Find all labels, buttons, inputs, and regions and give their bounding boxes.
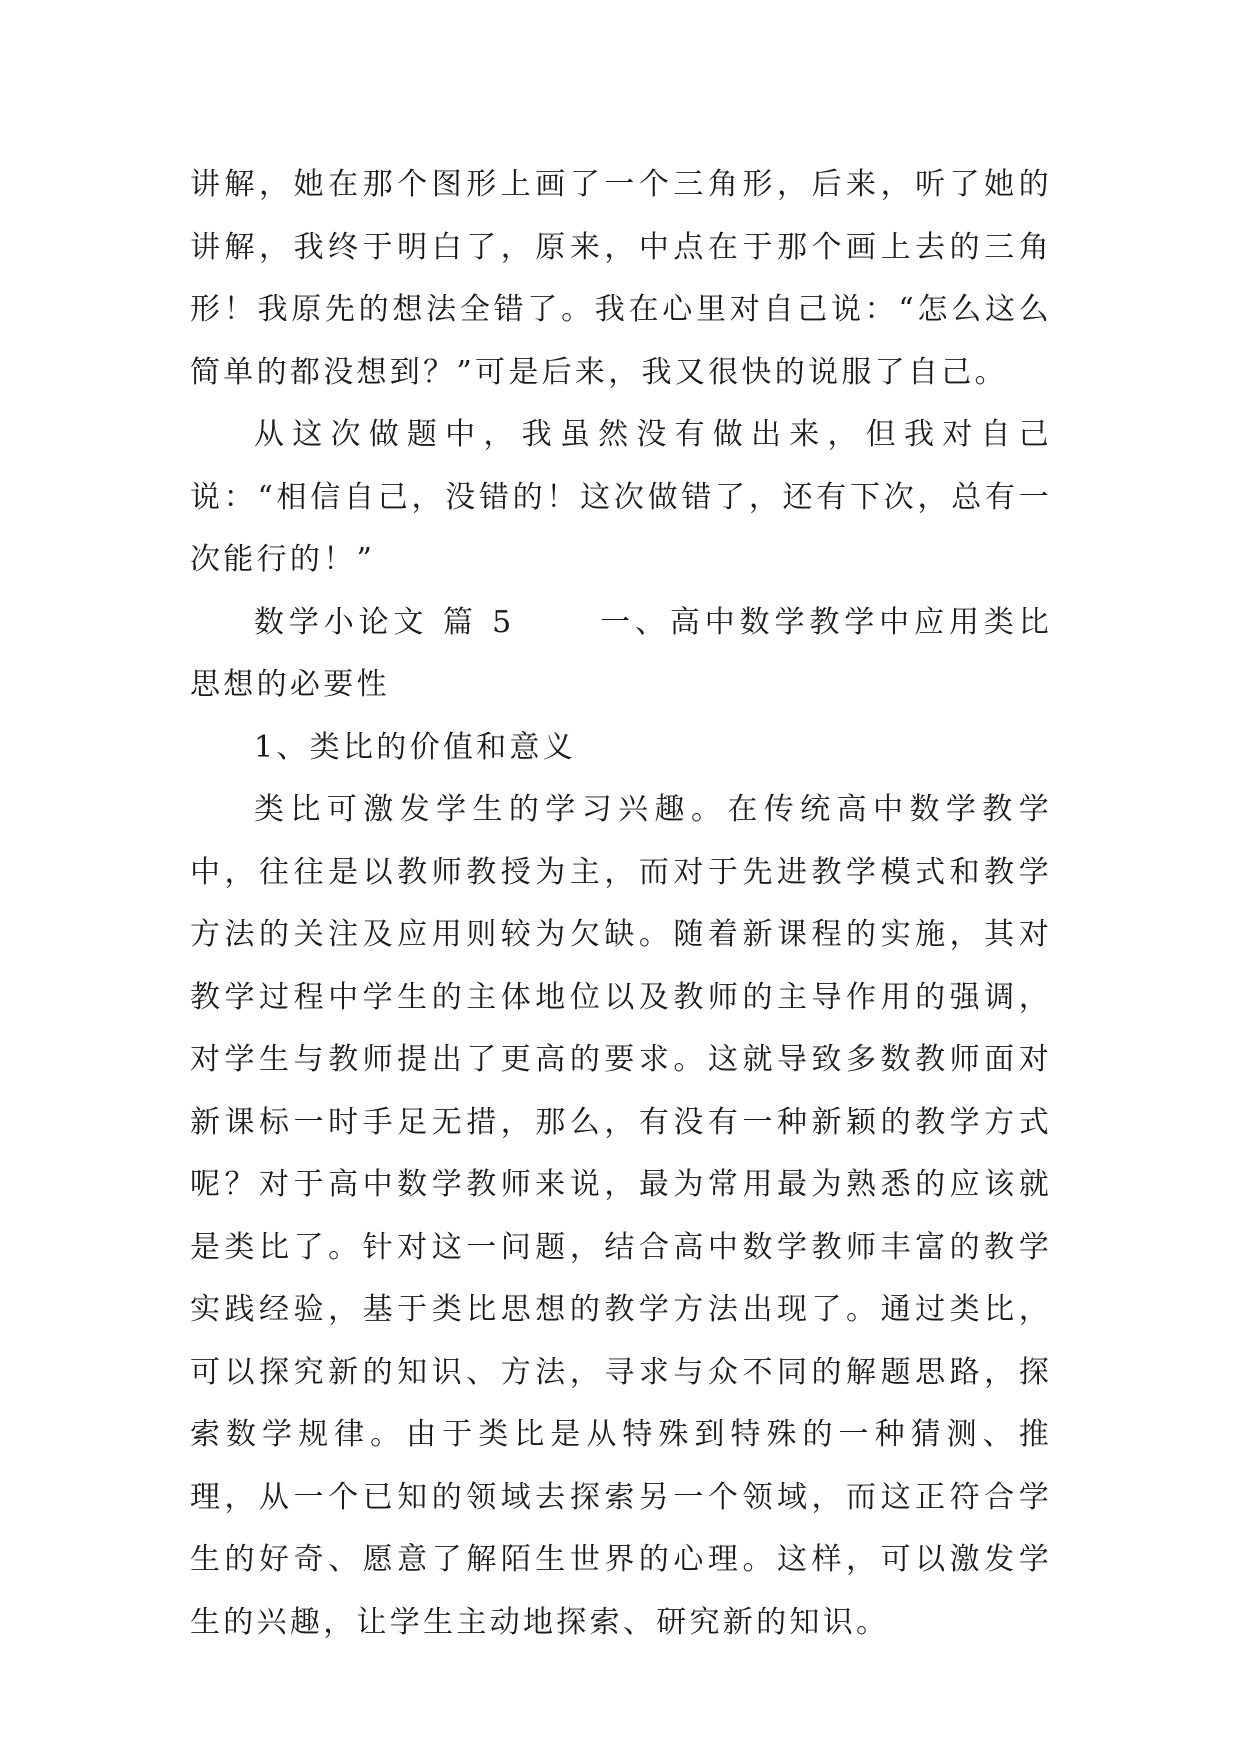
- subheading: 1、类比的价值和意义: [254, 729, 577, 765]
- section-heading: [190, 592, 1052, 717]
- section-title: 数学小论文 篇 5: [254, 604, 515, 640]
- section-subtitle: 一、高中数学教学中应用类比思想的必要性: [190, 604, 1053, 702]
- paragraph-continuation: 讲解，她在那个图形上画了一个三角形，后来，听了她的讲解，我终于明白了，原来，中点在于那个画上去的三角形！我原先的想法全错了。我在心里对自己说：“怎么这么简单的都没想到？”可是后来，我又很快的说服了自己。: [190, 167, 1052, 390]
- paragraph-analogy: 类比可激发学生的学习兴趣。在传统高中数学教学中，往往是以教师教授为主，而对于先进教学模式和教学方法的关注及应用则较为欠缺。随着新课程的实施，其对教学过程中学生的主体地位以及教师的主导作用的强调，对学生与教师提出了更高的要求。这就导致多数教师面对新课标一时手足无措，那么，有没有一种新颖的教学方式呢？对于高中数学教师来说，最为常用最为熟悉的应该就是类比了。针对这一问题，结合高中数学教师丰富的教学实践经验，基于类比思想的教学方法出现了。通过类比，可以探究新的知识、方法，寻求与众不同的解题思路，探索数学规律。由于类比是从特殊到特殊的一种猜测、推理，从一个已知的领域去探索另一个领域，而这正符合学生的好奇、愿意了解陌生世界的心理。这样，可以激发学生的兴趣，让学生主动地探索、研究新的知识。: [190, 792, 1052, 1640]
- document-body: [190, 154, 1052, 1654]
- paragraph-reflection: 从这次做题中，我虽然没有做出来，但我对自己说：“相信自己，没错的！这次做错了，还有下次，总有一次能行的！”: [190, 417, 1052, 577]
